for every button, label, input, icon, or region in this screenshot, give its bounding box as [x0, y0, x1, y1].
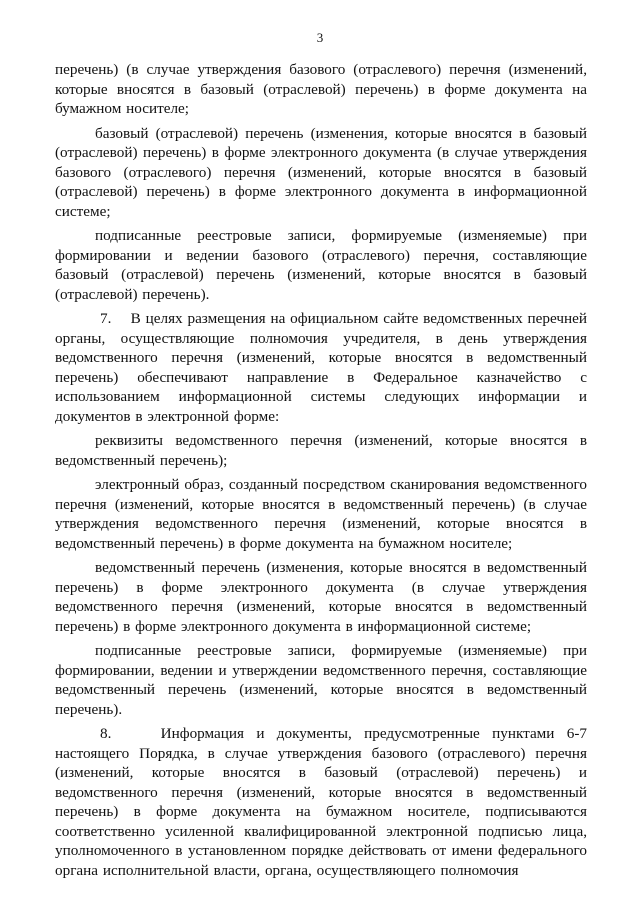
paragraph-registry-records-departmental: подписанные реестровые записи, формируемые (изменяемые) при формировании, ведении и утверждении ведомственного перечня, составляющие ведомственный перечень (изменений, которые вносятся в ведомственный перечень). [55, 642, 587, 718]
paragraph-base-list-electronic: базовый (отраслевой) перечень (изменения, которые вносятся в базовый (отраслевой) перечень) в форме электронного документа (в случае утверждения базового (отраслевого) перечня (изменений, которые вносятся в базовый (отраслевой) перечень) в форме электронного документа в информационной системе; [55, 124, 587, 220]
paragraph-departmental-list-electronic: ведомственный перечень (изменения, которые вносятся в ведомственный перечень) в форме электронного документа (в случае утверждения ведомственного перечня (изменений, которые вносятся в ведомственный перечень) в форме электронного документа в информационной системе; [55, 559, 587, 635]
paragraph-requisites: реквизиты ведомственного перечня (изменений, которые вносятся в ведомственный перечень); [55, 432, 587, 469]
paragraph-item-7: 7. В целях размещения на официальном сайте ведомственных перечней органы, осуществляющие полномочия учредителя, в день утверждения ведомственного перечня (изменений, которые вносятся в ведомственный перечень) обеспечивают направление в Федеральное казначейство с использованием информационной системы следующих информации и документов в электронной форме: [55, 310, 587, 425]
page-number: 3 [316, 30, 324, 45]
paragraph-scanned-image: электронный образ, созданный посредством сканирования ведомственного перечня (изменений, которые вносятся в ведомственный перечень) (в случае утверждения ведомственного перечня (изменений, которые вносятся в ведомственный перечень) в форме документа на бумажном носителе; [55, 476, 587, 552]
paragraph-continuation: перечень) (в случае утверждения базового (отраслевого) перечня (изменений, которые вносятся в базовый (отраслевой) перечень) в форме документа на бумажном носителе; [55, 61, 587, 117]
paragraph-registry-records-base: подписанные реестровые записи, формируемые (изменяемые) при формировании и ведении базового (отраслевого) перечня, составляющие базовый (отраслевой) перечень (изменений, которые вносятся в базовый (отраслевой) перечень). [55, 227, 587, 303]
document-body [55, 60, 587, 885]
paragraph-item-8: 8. Информация и документы, предусмотренные пунктами 6-7 настоящего Порядка, в случае утверждения базового (отраслевого) перечня (изменений, которые вносятся в базовый (отраслевой) перечень) и ведомственного перечня (изменений, которые вносятся в ведомственный перечень) в форме документа на бумажном носителе, подписываются соответственно усиленной квалифицированной электронной подписью лица, уполномоченного в установленном порядке действовать от имени федерального органа исполнительной власти, органа, осуществляющего полномочия [55, 725, 587, 879]
